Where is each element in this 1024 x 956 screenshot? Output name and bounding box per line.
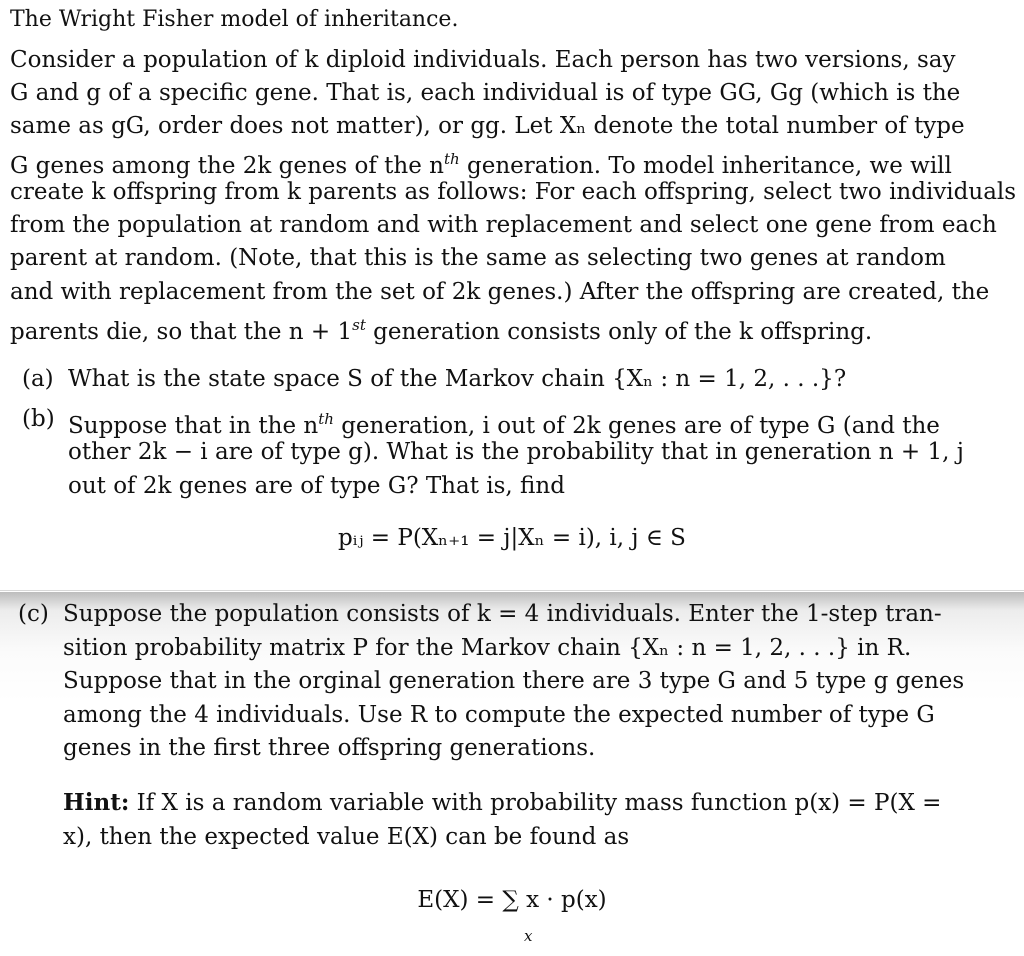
part-c-line: among the 4 individuals. Use R to compute the expected number of type G <box>63 702 935 728</box>
part-b-formula: pᵢⱼ = P(Xₙ₊₁ = j|Xₙ = i), i, j ∈ S <box>338 525 686 551</box>
intro-line: parent at random. (Note, that this is the same as selecting two genes at random <box>10 245 946 271</box>
intro-line: Consider a population of k diploid individuals. Each person has two versions, say <box>10 47 956 73</box>
part-b-text: Suppose that in the n <box>68 413 319 439</box>
hint-line: x), then the expected value E(X) can be found as <box>63 824 630 850</box>
superscript: st <box>352 316 366 334</box>
part-b-line: other 2k − i are of type g). What is the probability that in generation n + 1, j <box>68 439 964 465</box>
intro-line-text: generation. To model inheritance, we will <box>459 153 952 179</box>
intro-line: from the population at random and with replacement and select one gene from each <box>10 212 997 238</box>
hint-label: Hint: <box>63 789 130 816</box>
part-b-line <box>68 405 940 440</box>
part-c-label: (c) <box>18 601 49 627</box>
part-c-line: Suppose the population consists of k = 4 individuals. Enter the 1-step tran- <box>63 601 942 627</box>
intro-line-text: G genes among the 2k genes of the n <box>10 153 444 179</box>
part-b-line: out of 2k genes are of type G? That is, find <box>68 473 565 499</box>
intro-line <box>10 311 872 346</box>
part-a-text: What is the state space S of the Markov chain {Xₙ : n = 1, 2, . . .}? <box>68 366 847 392</box>
superscript: th <box>443 150 460 168</box>
part-c-line: genes in the first three offspring generations. <box>63 735 596 761</box>
intro-line: G and g of a specific gene. That is, each individual is of type GG, Gg (which is the <box>10 80 961 106</box>
hint-text: If X is a random variable with probability mass function p(x) = P(X = <box>129 790 942 816</box>
part-c-line: sition probability matrix P for the Markov chain {Xₙ : n = 1, 2, . . .} in R. <box>63 635 912 661</box>
page-title: The Wright Fisher model of inheritance. <box>10 7 459 32</box>
part-a-label: (a) <box>22 366 54 392</box>
intro-line-text: parents die, so that the n + 1 <box>10 319 353 345</box>
expectation-formula: E(X) = ∑ x · p(x) <box>417 887 607 913</box>
superscript: th <box>318 410 334 428</box>
part-c-line: Suppose that in the orginal generation there are 3 type G and 5 type g genes <box>63 668 965 694</box>
intro-line <box>10 145 952 180</box>
part-b-label: (b) <box>22 406 55 432</box>
sum-subscript: x <box>524 927 533 945</box>
intro-line: create k offspring from k parents as follows: For each offspring, select two individuals <box>10 179 1017 205</box>
intro-line-text: generation consists only of the k offspring. <box>365 319 873 345</box>
intro-line: and with replacement from the set of 2k genes.) After the offspring are created, the <box>10 279 990 305</box>
intro-line: same as gG, order does not matter), or gg. Let Xₙ denote the total number of type <box>10 113 965 139</box>
hint-line <box>63 789 941 817</box>
part-b-text: generation, i out of 2k genes are of type G (and the <box>333 413 940 439</box>
